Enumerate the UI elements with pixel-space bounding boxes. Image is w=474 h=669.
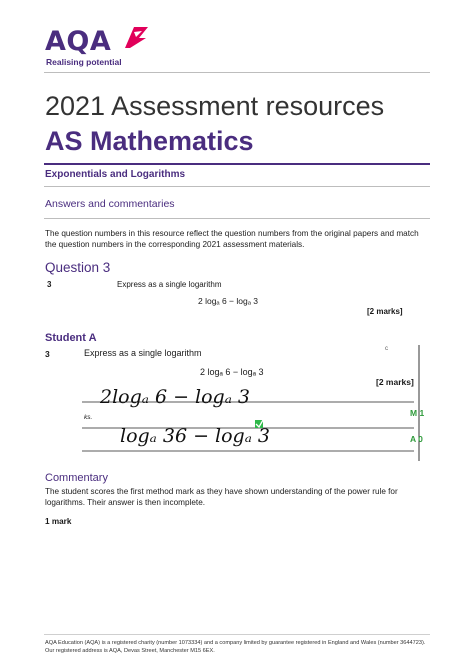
method-mark: M 1 — [410, 408, 425, 418]
student-question-expression: 2 logₐ 6 − logₐ 3 — [200, 367, 264, 377]
question-heading: Question 3 — [45, 260, 111, 275]
commentary-body: The student scores the first method mark as they have shown understanding of the power rule for logarithms. Their answer is then incomplete. — [45, 487, 398, 507]
handwritten-line-2: logₐ 36 − logₐ 3 — [120, 425, 270, 447]
handwritten-line-1: 2logₐ 6 − logₐ 3 — [100, 386, 250, 408]
footer-text: AQA Education (AQA) is a registered charity (number 1073334) and a company limited by guarantee registered in England and Wales (number 3644723). Our registered address is AQA, Devas Street, Manchester M15 6EX. — [45, 640, 426, 654]
question-prompt: Express as a single logarithm — [117, 280, 222, 289]
footer-divider — [44, 634, 430, 635]
question-marks: [2 marks] — [367, 307, 403, 316]
student-heading: Student A — [45, 332, 97, 344]
question-number: 3 — [47, 280, 52, 289]
page-title-line1: 2021 Assessment resources — [45, 91, 385, 121]
header-divider — [44, 72, 430, 73]
question-expression: 2 logₐ 6 − logₐ 3 — [198, 296, 258, 306]
commentary-score: 1 mark — [45, 517, 72, 526]
logo-tagline: Realising potential — [46, 57, 122, 67]
section-label: Answers and commentaries — [45, 198, 175, 210]
student-question-number: 3 — [45, 349, 50, 359]
student-question-marks: [2 marks] — [376, 377, 414, 387]
aqa-logo-text: AQA — [45, 26, 112, 57]
accuracy-mark: A 0 — [410, 434, 423, 444]
scan-edge-mark: c — [385, 346, 388, 352]
topic-title: Exponentials and Logarithms — [45, 169, 186, 180]
intro-paragraph: The question numbers in this resource reflect the question numbers from the original papers and match the question numbers in the corresponding 2021 assessment materials. — [45, 229, 419, 249]
title-divider — [44, 163, 430, 165]
section-divider — [44, 218, 430, 219]
aqa-swoosh-icon — [122, 24, 150, 50]
commentary-heading: Commentary — [45, 472, 108, 484]
student-question-prompt: Express as a single logarithm — [84, 348, 202, 358]
handwritten-margin-note: ks. — [84, 414, 93, 421]
topic-divider — [44, 186, 430, 187]
page-title-line2: AS Mathematics — [45, 126, 254, 156]
